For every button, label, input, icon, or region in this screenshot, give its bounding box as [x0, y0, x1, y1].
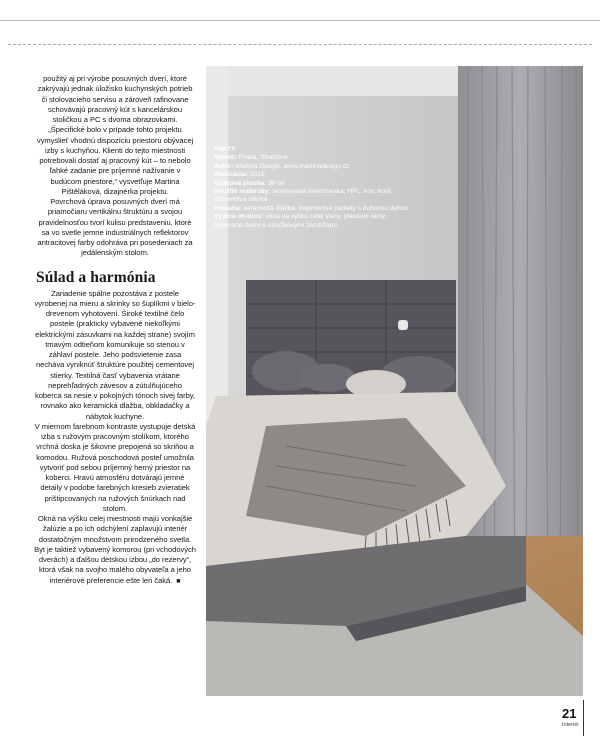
bedroom-photo — [206, 66, 583, 696]
facts-label: Realizácia: — [214, 171, 249, 179]
page-number: 21 — [562, 706, 577, 721]
dashed-separator — [8, 44, 592, 45]
facts-value: laminovaná drevotrieska, HPL, kov, textil, cementová stierka — [214, 188, 393, 204]
facts-value: 2018 — [249, 171, 265, 179]
paragraph-3: Povrchová úprava posuvných dverí má priamočiaru vertikálnu štruktúru a svojou pravidelnosťou tvorí kulisu predstaveniu, ktoré sa vo svetle jemne industriálnych reflektorov antracitovej farby odohráva pri posedeniach za jedálenským stolom. — [37, 197, 193, 258]
facts-label: Použité materiály: — [214, 188, 271, 196]
facts-item — [214, 154, 414, 162]
facts-value: Praha, Strašnice — [238, 154, 288, 162]
paragraph-4: Zariadenie spálne pozostáva z postele vyrobenej na mieru a skrinky so šuplíkmi v bielo-drevenom vyhotovení. Široké textilné čelo postele (prakticky vybavené niekoľkými elektrickými zásuvkami na každej strane) svojím tmavým odtieňom komunikuje so stenou v záhlaví postele. Jeho podsvietenie zasa necháva vyniknúť štruktúre použitej cementovej stierky. Textilná časť vybavenia vrátane neprehľadných závesov a zútulňujúceho koberca sa nesie v pokojných tónoch sivej farby, rovnako ako keramická dlažba, obkladačky a nábytok kuchyne. — [34, 288, 196, 421]
facts-item — [214, 205, 414, 213]
facts-box — [214, 146, 414, 230]
facts-value: okná na výšku celej steny, plastové rámy, dyhované dvere s obložkovými zárubňami — [214, 213, 387, 229]
facts-label: Výplne otvorov: — [214, 213, 264, 221]
top-rule — [0, 20, 600, 21]
facts-item — [214, 188, 414, 205]
facts-item — [214, 163, 414, 171]
facts-item — [214, 171, 414, 179]
paragraph-2: „Špecifické bolo v prípade tohto projektu vymyslieť vhodnú dispozíciu priestoru obývacej izby s kuchyňou. Klienti do tejto miestnosti potrebovali dostať aj pracovný kút – to nebolo ľahké zadanie pre príjemné nažívanie v budúcom priestore,“ vysvetľuje Martina Pištěláková, dizajnérka projektu. — [36, 125, 194, 196]
facts-label: Autor: — [214, 162, 234, 170]
facts-label: Miesto: — [214, 154, 238, 162]
facts-label: Úžitková plocha: — [214, 179, 267, 187]
end-mark-icon: ■ — [176, 577, 181, 585]
paragraph-6-text: Okná na výšku celej miestnosti majú vonkajšie žalúzie a po ich odchýlení zaplavujú interiér dostatočným množstvom prirodzeného svetla. Byt je taktiež vybavený komorou (pri vchodových dverách) a ďalšou detskou izbou „do rezervy“, ktorá však na svojho malého obyvateľa a jeho interiérové preferencie ešte len čaká. — [34, 514, 196, 585]
facts-item — [214, 180, 414, 188]
facts-label: Podlaha: — [214, 204, 242, 212]
facts-value: 99 m² — [268, 179, 286, 187]
facts-item — [214, 213, 414, 230]
facts-value: Martina Design, www.martinadesign.cz — [235, 162, 350, 170]
paragraph-6 — [34, 514, 196, 587]
section-tag: Interiér — [562, 722, 580, 728]
section-heading: Súlad a harmónia — [36, 268, 156, 286]
paragraph-1: použitý aj pri výrobe posuvných dverí, ktoré zakrývajú jednak úložisko kuchynských potrieb či stolovacieho servisu a zároveň rafinovane schovávajú pracovný kút s kancelárskou stoličkou a PC s dvoma obrazovkami. — [37, 74, 193, 124]
facts-value: keramická dlažba, trojvrstvové parkety s dubovou dyhou — [243, 204, 408, 212]
paragraph-5: V miernom farebnom kontraste vystupuje detská izba s ružovým pracovným stolíkom, ktorého vrchná doska je šikovne prepojená so skriňou a komodou. Ružová poschodová posteľ umožnila vytvoriť pod sebou príjemný herný priestor na koberci. Hravú atmosféru dotvárajú jemné detaily v podobe farebných kresieb zvieratiek prištipcovaných na ružových šnúrkach nad stolom. — [34, 421, 196, 513]
text-column — [34, 74, 196, 587]
page-number-divider — [583, 700, 584, 736]
facts-title: FAKTY — [214, 146, 236, 153]
